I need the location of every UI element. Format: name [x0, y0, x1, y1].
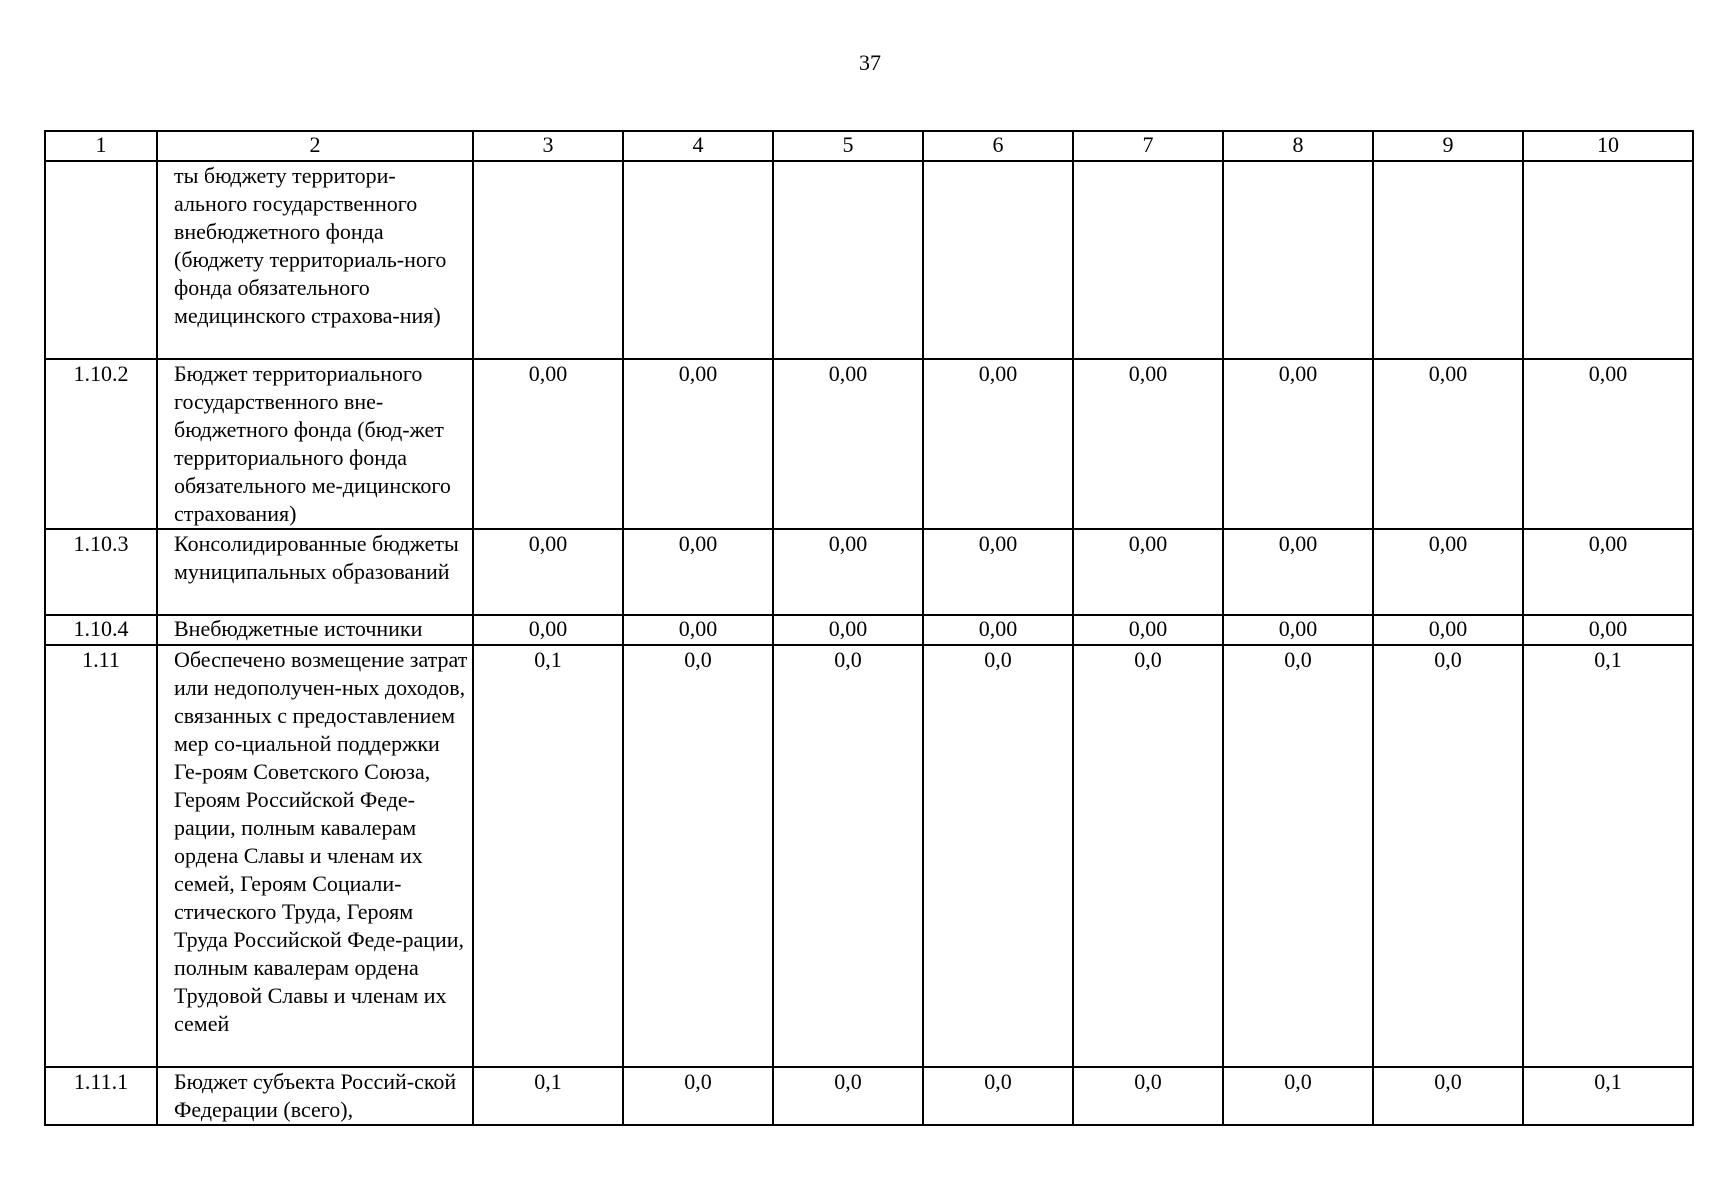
row-code [45, 161, 157, 359]
column-header: 1 [45, 131, 157, 161]
value-cell: 0,00 [1223, 529, 1373, 615]
row-description: Бюджет субъекта Россий-ской Федерации (всего), [157, 1067, 473, 1125]
row-code: 1.11.1 [45, 1067, 157, 1125]
table-row [45, 1067, 1693, 1125]
column-header: 7 [1073, 131, 1223, 161]
value-cell: 0,00 [1523, 615, 1693, 645]
value-cell: 0,00 [623, 615, 773, 645]
value-cell: 0,00 [1223, 359, 1373, 529]
value-cell: 0,1 [1523, 645, 1693, 1067]
value-cell: 0,0 [623, 645, 773, 1067]
value-cell: 0,00 [1523, 529, 1693, 615]
value-cell: 0,0 [773, 1067, 923, 1125]
value-cell: 0,00 [1223, 615, 1373, 645]
value-cell [623, 161, 773, 359]
value-cell: 0,0 [773, 645, 923, 1067]
column-header: 4 [623, 131, 773, 161]
budget-table [44, 130, 1694, 1126]
value-cell: 0,00 [1523, 359, 1693, 529]
value-cell: 0,0 [923, 645, 1073, 1067]
value-cell: 0,00 [1373, 615, 1523, 645]
value-cell: 0,00 [1073, 359, 1223, 529]
value-cell: 0,00 [773, 359, 923, 529]
table-header-row [45, 131, 1693, 161]
value-cell: 0,00 [923, 359, 1073, 529]
value-cell: 0,00 [473, 359, 623, 529]
value-cell [773, 161, 923, 359]
column-header: 2 [157, 131, 473, 161]
value-cell [1373, 161, 1523, 359]
row-code: 1.11 [45, 645, 157, 1067]
page-number: 37 [859, 50, 881, 75]
column-header: 10 [1523, 131, 1693, 161]
column-header: 6 [923, 131, 1073, 161]
row-code: 1.10.2 [45, 359, 157, 529]
value-cell: 0,00 [773, 615, 923, 645]
value-cell: 0,0 [1373, 1067, 1523, 1125]
value-cell: 0,0 [923, 1067, 1073, 1125]
row-code: 1.10.4 [45, 615, 157, 645]
column-header: 3 [473, 131, 623, 161]
value-cell: 0,0 [623, 1067, 773, 1125]
value-cell: 0,00 [473, 529, 623, 615]
table-row [45, 529, 1693, 615]
value-cell: 0,00 [1073, 615, 1223, 645]
value-cell: 0,00 [923, 529, 1073, 615]
column-header: 9 [1373, 131, 1523, 161]
value-cell: 0,1 [473, 645, 623, 1067]
table-row [45, 645, 1693, 1067]
column-header: 5 [773, 131, 923, 161]
value-cell: 0,00 [773, 529, 923, 615]
row-description: Бюджет территориального государственного вне-бюджетного фонда (бюд-жет территориального фонда обязательного ме-дицинского страхования) [157, 359, 473, 529]
value-cell: 0,1 [1523, 1067, 1693, 1125]
value-cell [923, 161, 1073, 359]
value-cell: 0,0 [1223, 1067, 1373, 1125]
value-cell: 0,0 [1073, 645, 1223, 1067]
value-cell [473, 161, 623, 359]
value-cell [1523, 161, 1693, 359]
value-cell: 0,0 [1223, 645, 1373, 1067]
table-row [45, 359, 1693, 529]
row-description: Внебюджетные источники [157, 615, 473, 645]
value-cell: 0,00 [473, 615, 623, 645]
value-cell: 0,00 [623, 359, 773, 529]
table-row [45, 615, 1693, 645]
value-cell: 0,00 [623, 529, 773, 615]
value-cell: 0,00 [923, 615, 1073, 645]
column-header: 8 [1223, 131, 1373, 161]
row-description: Консолидированные бюджеты муниципальных образований [157, 529, 473, 615]
row-description: Обеспечено возмещение затрат или недополучен-ных доходов, связанных с предоставлением мер со-циальной поддержки Ге-роям Советского Союза, Героям Российской Феде-рации, полным кавалерам ордена Славы и членам их семей, Героям Социали-стического Труда, Героям Труда Российской Феде-рации, полным кавалерам ордена Трудовой Славы и членам их семей [157, 645, 473, 1067]
value-cell: 0,00 [1073, 529, 1223, 615]
value-cell: 0,0 [1373, 645, 1523, 1067]
value-cell: 0,00 [1373, 359, 1523, 529]
value-cell: 0,00 [1373, 529, 1523, 615]
value-cell [1223, 161, 1373, 359]
value-cell: 0,0 [1073, 1067, 1223, 1125]
value-cell [1073, 161, 1223, 359]
row-code: 1.10.3 [45, 529, 157, 615]
row-description: ты бюджету территори-ального государственного внебюджетного фонда (бюджету территориаль-ного фонда обязательного медицинского страхова-ния) [157, 161, 473, 359]
value-cell: 0,1 [473, 1067, 623, 1125]
table-row [45, 161, 1693, 359]
